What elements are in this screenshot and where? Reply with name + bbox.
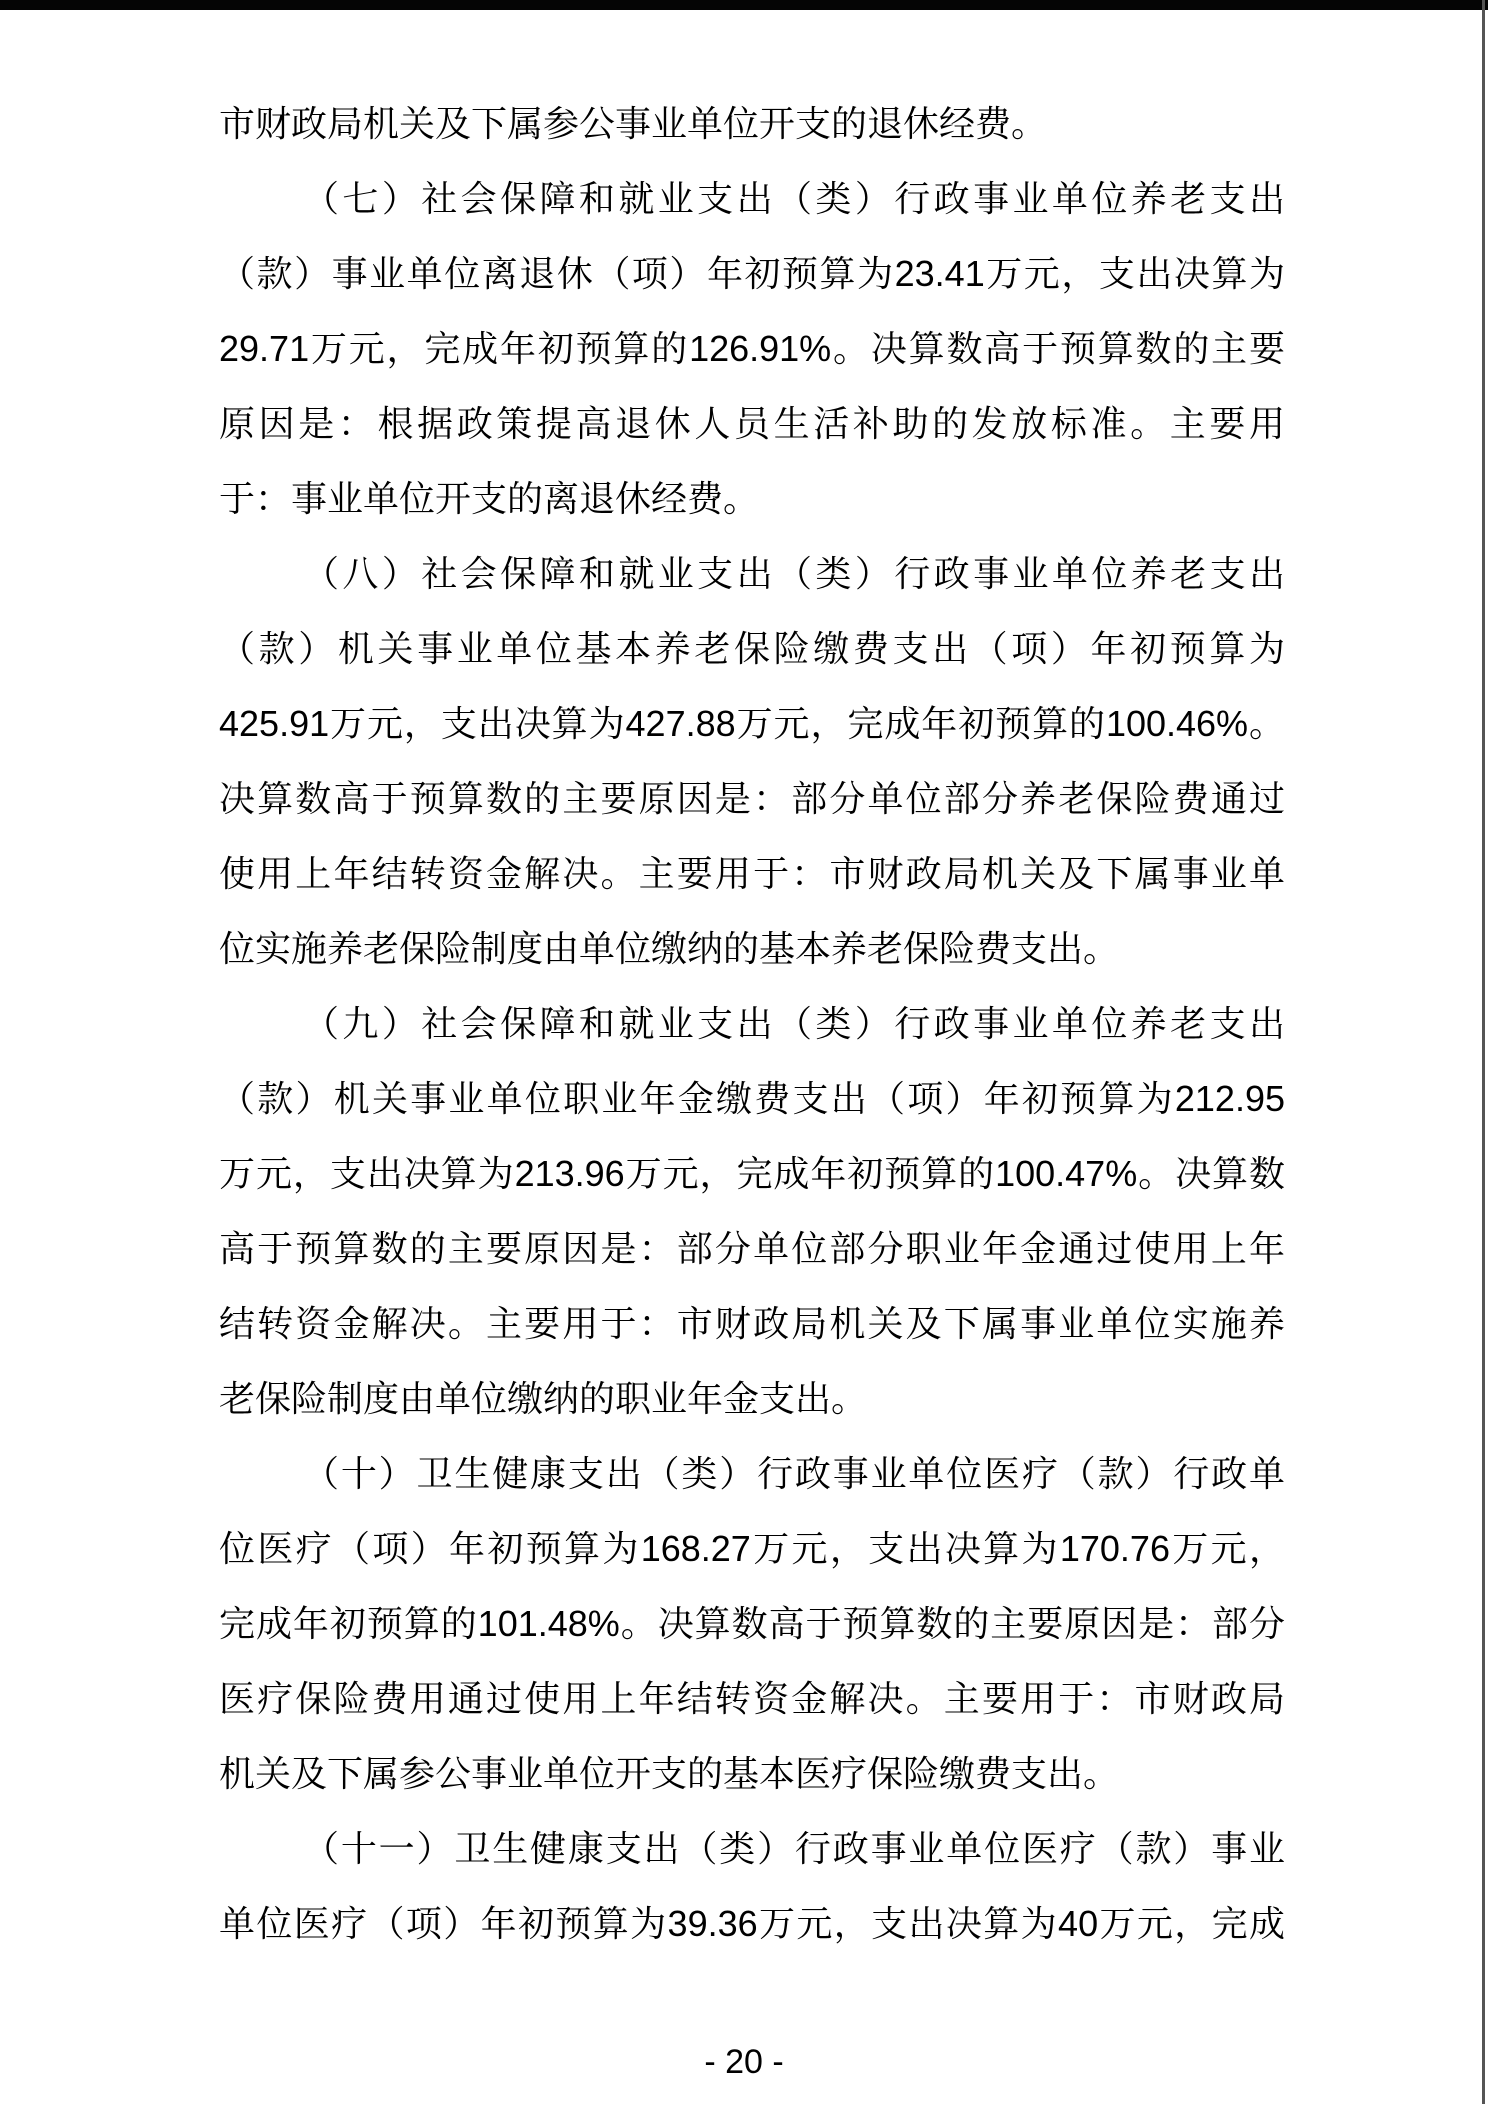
text-line: 结转资金解决。主要用于：市财政局机关及下属事业单位实施养: [219, 1303, 1285, 1344]
text-line: 位实施养老保险制度由单位缴纳的基本养老保险费支出。: [219, 928, 1120, 969]
document-text-block: [219, 86, 1285, 1961]
text-line: 决算数高于预算数的主要原因是：部分单位部分养老保险费通过: [219, 778, 1285, 819]
text-line: （款）机关事业单位职业年金缴费支出（项）年初预算为212.95: [219, 1078, 1285, 1119]
page-number: - 20 -: [704, 2043, 784, 2081]
text-line: （七）社会保障和就业支出（类）行政事业单位养老支出: [303, 178, 1285, 219]
text-line: 425.91万元，支出决算为427.88万元，完成年初预算的100.46%。: [219, 703, 1285, 744]
text-line: 市财政局机关及下属参公事业单位开支的退休经费。: [219, 103, 1048, 144]
text-line: 使用上年结转资金解决。主要用于：市财政局机关及下属事业单: [219, 853, 1285, 894]
scan-top-edge-artifact: [0, 0, 1488, 10]
text-line: （十）卫生健康支出（类）行政事业单位医疗（款）行政单: [303, 1453, 1285, 1494]
text-line: 机关及下属参公事业单位开支的基本医疗保险缴费支出。: [219, 1753, 1120, 1794]
text-line: （十一）卫生健康支出（类）行政事业单位医疗（款）事业: [303, 1828, 1285, 1869]
text-line: （款）机关事业单位基本养老保险缴费支出（项）年初预算为: [219, 628, 1285, 669]
text-line: 万元，支出决算为213.96万元，完成年初预算的100.47%。决算数: [219, 1153, 1285, 1194]
text-line: 老保险制度由单位缴纳的职业年金支出。: [219, 1378, 868, 1419]
text-line: 完成年初预算的101.48%。决算数高于预算数的主要原因是：部分: [219, 1603, 1285, 1644]
text-line: 于：事业单位开支的离退休经费。: [219, 478, 760, 519]
text-line: 29.71万元，完成年初预算的126.91%。决算数高于预算数的主要: [219, 328, 1285, 369]
text-line: 位医疗（项）年初预算为168.27万元，支出决算为170.76万元，: [219, 1528, 1285, 1569]
text-line: （款）事业单位离退休（项）年初预算为23.41万元，支出决算为: [219, 253, 1285, 294]
text-line: （八）社会保障和就业支出（类）行政事业单位养老支出: [303, 553, 1285, 594]
text-line: （九）社会保障和就业支出（类）行政事业单位养老支出: [303, 1003, 1285, 1044]
text-line: 高于预算数的主要原因是：部分单位部分职业年金通过使用上年: [219, 1228, 1285, 1269]
scan-right-edge-artifact: [1482, 0, 1485, 2104]
text-line: 单位医疗（项）年初预算为39.36万元，支出决算为40万元，完成: [219, 1903, 1285, 1944]
text-line: 医疗保险费用通过使用上年结转资金解决。主要用于：市财政局: [219, 1678, 1285, 1719]
text-line: 原因是：根据政策提高退休人员生活补助的发放标准。主要用: [219, 403, 1285, 444]
